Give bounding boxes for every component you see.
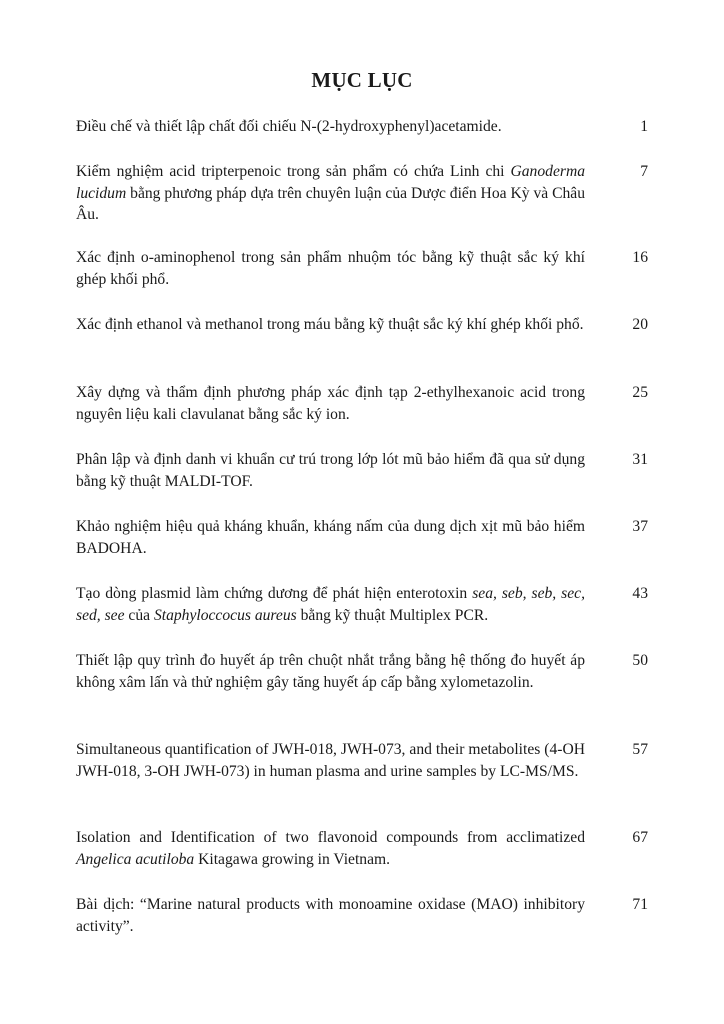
entry-title[interactable]: Xác định ethanol và methanol trong máu bằng kỹ thuật sắc ký khí ghép khối phổ.: [76, 316, 584, 333]
entry-page-number: 43: [632, 585, 648, 602]
entry-title[interactable]: Khảo nghiệm hiệu quả kháng khuẩn, kháng nấm của dung dịch xịt mũ bảo hiểm BADOHA.: [76, 518, 585, 557]
entry-page-number: 71: [632, 896, 648, 913]
entry-title[interactable]: Phân lập và định danh vi khuẩn cư trú trong lớp lót mũ bảo hiểm đã qua sử dụng bằng kỹ thuật MALDI-TOF.: [76, 451, 585, 490]
entry-page-number: 16: [632, 249, 648, 266]
entry-page-number: 20: [632, 316, 648, 333]
italic-term: Ganoderma lucidum: [76, 163, 585, 202]
entry-title[interactable]: Bài dịch: “Marine natural products with monoamine oxidase (MAO) inhibitory activity”.: [76, 896, 585, 935]
entry-title[interactable]: Isolation and Identification of two flavonoid compounds from acclimatized Angelica acutiloba Kitagawa growing in Vietnam.: [76, 829, 585, 868]
entry-title[interactable]: Tạo dòng plasmid làm chứng dương để phát hiện enterotoxin sea, seb, seb, sec, sed, see của Staphyloccocus aureus bằng kỹ thuật Multiplex PCR.: [76, 585, 585, 624]
entry-page-number: 1: [640, 118, 648, 135]
entry-title[interactable]: Điều chế và thiết lập chất đối chiếu N-(2-hydroxyphenyl)acetamide.: [76, 118, 502, 135]
entry-title[interactable]: Xác định o-aminophenol trong sản phẩm nhuộm tóc bằng kỹ thuật sắc ký khí ghép khối phổ.: [76, 249, 585, 288]
italic-term: Angelica acutiloba: [76, 850, 195, 868]
italic-term: Staphyloccocus aureus: [153, 606, 297, 624]
page-title: MỤC LỤC: [311, 68, 413, 92]
entry-page-number: 57: [632, 741, 648, 758]
italic-term: sea, seb, seb, sec, sed, see: [76, 585, 585, 624]
entry-page-number: 25: [632, 384, 648, 401]
entry-page-number: 37: [632, 518, 648, 535]
entry-page-number: 67: [632, 829, 648, 846]
entry-page-number: 31: [632, 451, 648, 468]
entry-title[interactable]: Simultaneous quantification of JWH-018, JWH-073, and their metabolites (4-OH JWH-018, 3-OH JWH-073) in human plasma and urine samples by LC-MS/MS.: [76, 741, 585, 780]
entry-page-number: 50: [632, 652, 648, 669]
entry-page-number: 7: [640, 163, 648, 180]
entry-title[interactable]: Thiết lập quy trình đo huyết áp trên chuột nhắt trắng bằng hệ thống đo huyết áp không xâm lấn và thử nghiệm gây tăng huyết áp cấp bằng xylometazolin.: [76, 652, 585, 691]
entry-title[interactable]: Kiểm nghiệm acid tripterpenoic trong sản phẩm có chứa Linh chi Ganoderma lucidum bằng phương pháp dựa trên chuyên luận của Dược điển Hoa Kỳ và Châu Âu.: [76, 163, 585, 223]
entry-title[interactable]: Xây dựng và thẩm định phương pháp xác định tạp 2-ethylhexanoic acid trong nguyên liệu kali clavulanat bằng sắc ký ion.: [76, 384, 585, 423]
